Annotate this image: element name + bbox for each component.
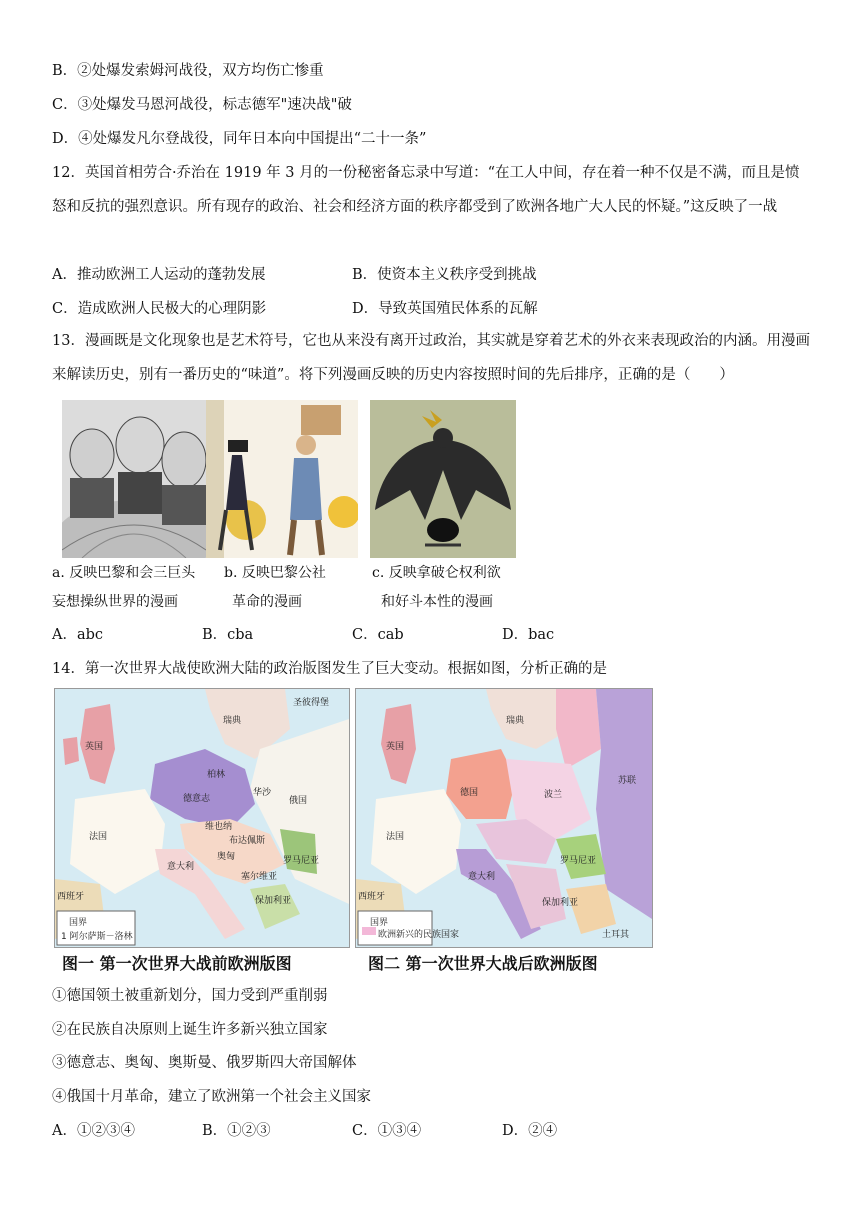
map1-label-berlin: 柏林 (207, 770, 226, 780)
map1-legend-border: 国界 (69, 918, 88, 928)
q11-option-b: B．②处爆发索姆河战役，双方均伤亡惨重 (52, 63, 324, 79)
cartoon-c-caption-line1: c. 反映拿破仑权利欲 (372, 565, 501, 581)
cartoon-a-caption-line2: 妄想操纵世界的漫画 (52, 594, 178, 610)
q12-stem: 12．英国首相劳合·乔治在 1919 年 3 月的一份秘密备忘录中写道：“在工人中间，存在着一种不仅是不满，而且是愤怒和反抗的强烈意识。所有现存的政治、社会和经济方面的秩序都受到了欧洲各地广大人民的怀疑。”这反映了一战 (52, 165, 800, 215)
map1-label-italy: 意大利 (167, 862, 195, 872)
map1-label-spain: 西班牙 (57, 892, 85, 902)
map2-label-ussr: 苏联 (618, 776, 637, 786)
q14-stem: 14．第一次世界大战使欧洲大陆的政治版图发生了巨大变动。根据如图，分析正确的是 (52, 661, 607, 677)
q13-option-a: A．abc (52, 627, 104, 643)
q13-option-c: C．cab (352, 627, 404, 643)
map1-label-st-petersburg: 圣彼得堡 (293, 698, 330, 708)
map2-label-poland: 波兰 (544, 790, 563, 800)
q14-option-d: D．②④ (502, 1123, 558, 1139)
q13-option-b: B．cba (202, 627, 254, 643)
map1-label-france: 法国 (89, 832, 108, 842)
map1-label-budapest: 布达佩斯 (229, 836, 266, 846)
q12-option-d: D．导致英国殖民体系的瓦解 (352, 301, 538, 317)
map2-legend-new-states: 欧洲新兴的民族国家 (378, 930, 460, 940)
map2-label-bulgaria: 保加利亚 (542, 898, 579, 908)
map1-label-germany: 德意志 (183, 794, 211, 804)
q14-statement-1: ①德国领土被重新划分，国力受到严重削弱 (52, 988, 328, 1004)
cartoon-a-caption-line1: a. 反映巴黎和会三巨头 (52, 565, 196, 581)
q14-statement-3: ③德意志、奥匈、奥斯曼、俄罗斯四大帝国解体 (52, 1055, 357, 1071)
q11-option-d: D．④处爆发凡尔登战役，同年日本向中国提出“二十一条” (52, 131, 427, 147)
map1-label-britain: 英国 (85, 742, 104, 752)
cartoon-b-image (206, 400, 358, 558)
q13-option-d: D．bac (502, 627, 555, 643)
map1-label-romania: 罗马尼亚 (283, 856, 320, 866)
q12-option-c: C．造成欧洲人民极大的心理阴影 (52, 301, 267, 317)
map2-label-spain: 西班牙 (358, 892, 386, 902)
q14-option-b: B．①②③ (202, 1123, 271, 1139)
map1-label-austria-hungary: 奥匈 (217, 852, 236, 862)
cartoon-b-caption-line2: 革命的漫画 (232, 594, 302, 610)
q14-option-c: C．①③④ (352, 1123, 422, 1139)
map1-label-serbia: 塞尔维亚 (241, 872, 278, 882)
cartoon-c-caption-line2: 和好斗本性的漫画 (381, 594, 493, 610)
map2-label-romania: 罗马尼亚 (560, 856, 597, 866)
map2-label-italy: 意大利 (468, 872, 496, 882)
map1-caption: 图一 第一次世界大战前欧洲版图 (62, 954, 292, 973)
map1-label-warsaw: 华沙 (253, 788, 272, 798)
q14-statement-4: ④俄国十月革命，建立了欧洲第一个社会主义国家 (52, 1089, 371, 1105)
map2-label-germany: 德国 (460, 788, 479, 798)
map-europe-before-ww1 (54, 688, 350, 948)
q12-option-b: B．使资本主义秩序受到挑战 (352, 267, 537, 283)
map2-caption: 图二 第一次世界大战后欧洲版图 (368, 954, 598, 973)
map1-legend-alsace: 1 阿尔萨斯－洛林 (61, 932, 133, 942)
map1-label-sweden: 瑞典 (223, 716, 242, 726)
q14-statement-2: ②在民族自决原则上诞生许多新兴独立国家 (52, 1022, 328, 1038)
cartoon-c-image (370, 400, 516, 558)
q13-stem: 13．漫画既是文化现象也是艺术符号，它也从来没有离开过政治，其实就是穿着艺术的外衣来表现政治的内涵。用漫画来解读历史，别有一番历史的“味道”。将下列漫画反映的历史内容按照时间的先后排序，正确的是（ ） (52, 333, 810, 383)
map-europe-after-ww1 (355, 688, 653, 948)
map2-label-sweden: 瑞典 (506, 716, 525, 726)
map2-label-britain: 英国 (386, 742, 405, 752)
q12-option-a: A．推动欧洲工人运动的蓬勃发展 (52, 267, 266, 283)
map1-label-vienna: 维也纳 (205, 822, 233, 832)
map2-legend-border: 国界 (370, 918, 389, 928)
map2-label-france: 法国 (386, 832, 405, 842)
map1-label-russia: 俄国 (289, 796, 308, 806)
q14-option-a: A．①②③④ (52, 1123, 135, 1139)
cartoon-b-caption-line1: b. 反映巴黎公社 (224, 565, 326, 581)
map2-label-turkey: 土耳其 (602, 930, 630, 940)
map1-label-bulgaria: 保加利亚 (255, 896, 292, 906)
cartoon-a-image (62, 400, 206, 558)
q11-option-c: C．③处爆发马恩河战役，标志德军"速决战"破 (52, 97, 352, 113)
